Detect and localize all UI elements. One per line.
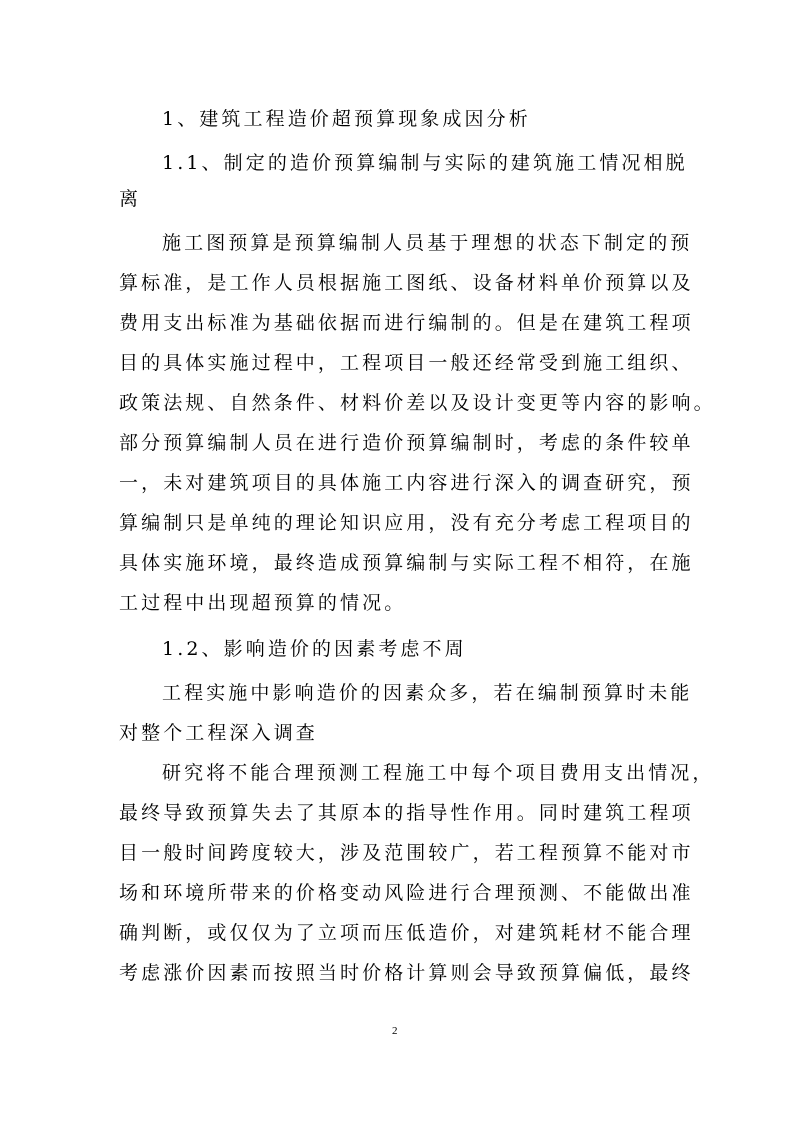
heading-section-1: 1、建筑工程造价超预算现象成因分析 (162, 108, 531, 130)
paragraph-line: 施工图预算是预算编制人员基于理想的状态下制定的预 (162, 232, 693, 254)
paragraph-line: 考虑涨价因素而按照当时价格计算则会导致预算偏低，最终 (119, 962, 694, 984)
paragraph-line: 部分预算编制人员在进行造价预算编制时，考虑的条件较单 (119, 432, 694, 454)
paragraph-line: 目的具体实施过程中，工程项目一般还经常受到施工组织、 (119, 352, 694, 374)
paragraph-line: 对整个工程深入调查 (119, 722, 318, 744)
paragraph-line: 费用支出标准为基础依据而进行编制的。但是在建筑工程项 (119, 312, 694, 334)
paragraph-line: 工过程中出现超预算的情况。 (119, 592, 407, 614)
paragraph-line: 算编制只是单纯的理论知识应用，没有充分考虑工程项目的 (119, 512, 694, 534)
heading-section-1-1: 1.1、制定的造价预算编制与实际的建筑施工情况相脱 (162, 152, 688, 174)
paragraph-line: 目一般时间跨度较大，涉及范围较广，若工程预算不能对市 (119, 842, 694, 864)
paragraph-line: 最终导致预算失去了其原本的指导性作用。同时建筑工程项 (119, 802, 694, 824)
paragraph-line: 具体实施环境，最终造成预算编制与实际工程不相符，在施 (119, 552, 694, 574)
paragraph-line: 场和环境所带来的价格变动风险进行合理预测、不能做出准 (119, 882, 694, 904)
paragraph-line: 研究将不能合理预测工程施工中每个项目费用支出情况， (162, 762, 715, 784)
heading-section-1-2: 1.2、影响造价的因素考虑不周 (162, 638, 467, 660)
paragraph-line: 政策法规、自然条件、材料价差以及设计变更等内容的影响。 (119, 392, 716, 414)
paragraph-line: 工程实施中影响造价的因素众多，若在编制预算时未能 (162, 682, 693, 704)
page-number: 2 (392, 1025, 398, 1037)
paragraph-line: 一，未对建筑项目的具体施工内容进行深入的调查研究，预 (119, 472, 694, 494)
paragraph-line: 确判断，或仅仅为了立项而压低造价，对建筑耗材不能合理 (119, 922, 694, 944)
heading-section-1-1-continued: 离 (119, 188, 142, 210)
paragraph-line: 算标准，是工作人员根据施工图纸、设备材料单价预算以及 (119, 272, 694, 294)
